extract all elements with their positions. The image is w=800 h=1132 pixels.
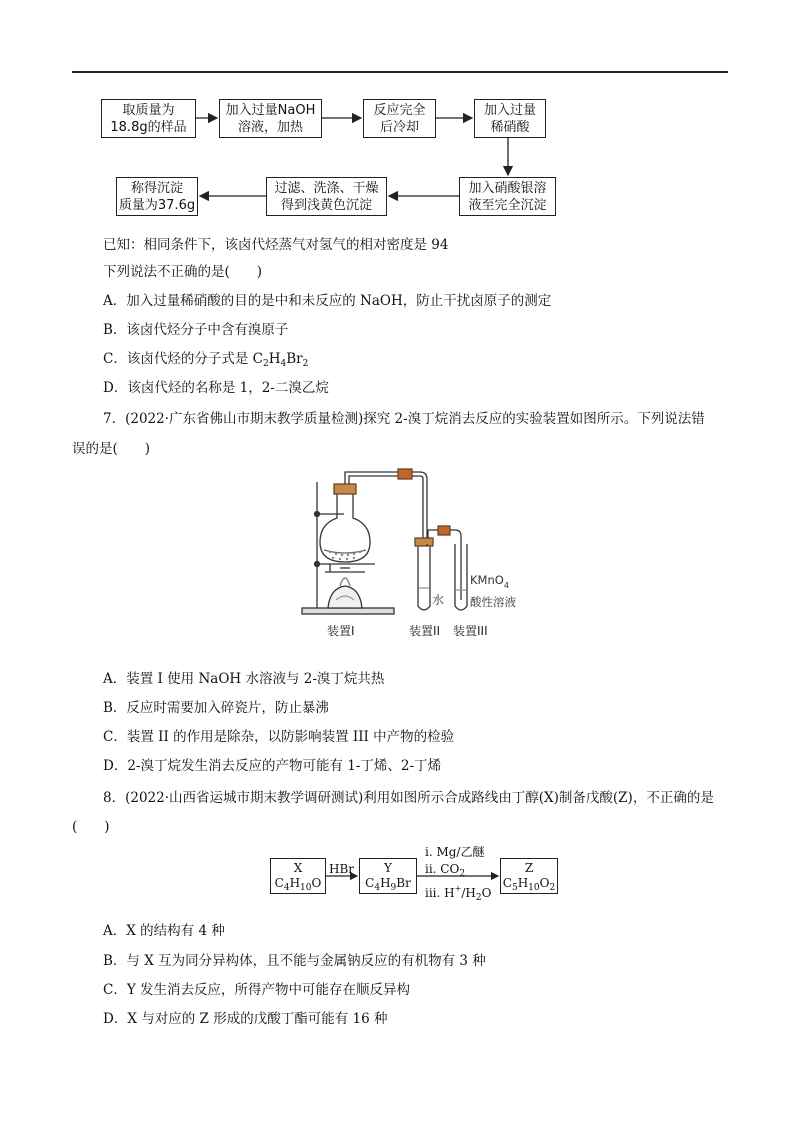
- reagent-hbr: HBr: [329, 862, 355, 876]
- q6-option-b: B．该卤代烃分子中含有溴原子: [103, 322, 289, 338]
- flow-arrows: [0, 0, 800, 230]
- apparatus-I-label: 装置I: [327, 624, 355, 638]
- test-tube-II: [418, 544, 430, 610]
- reagent-step-3: iii. $H^+/H_2O$: [425, 884, 492, 903]
- compound-y-box: Y $C_4H_9Br$: [359, 858, 417, 894]
- q8-option-c: C．Y 发生消去反应，所得产物中可能存在顺反异构: [103, 982, 411, 998]
- route-arrows: [0, 850, 800, 910]
- q7-option-c: C．装置 II 的作用是除杂，以防影响装置 III 中产物的检验: [103, 729, 455, 745]
- flask-stopper: [334, 484, 356, 494]
- stand-base: [302, 608, 394, 614]
- q8-option-d: D．X 与对应的 Z 形成的戊酸丁酯可能有 16 种: [103, 1011, 388, 1027]
- q8-option-b: B．与 X 互为同分异构体，且不能与金属钠反应的有机物有 3 种: [103, 953, 486, 969]
- q6-option-c: C．该卤代烃的分子式是 $C_2H_4Br_2$: [103, 351, 309, 369]
- flow-box-mass: 称得沉淀 质量为37.6g: [116, 177, 198, 216]
- q7-stem-line1: 7．(2022·广东省佛山市期末教学质量检测)探究 2-溴丁烷消去反应的实验装置如图所示。下列说法错: [103, 411, 705, 427]
- flow-box-filter: 过滤、洗涤、干燥 得到浅黄色沉淀: [266, 177, 387, 216]
- flow-box-sample: 取质量为 18.8g的样品: [101, 99, 196, 138]
- alcohol-lamp: [328, 586, 362, 608]
- apparatus-II-label: 装置II: [409, 624, 441, 638]
- flow-box-cool: 反应完全 后冷却: [363, 99, 436, 138]
- compound-z-box: Z $C_5H_{10}O_2$: [500, 858, 558, 894]
- q7-option-a: A．装置 I 使用 NaOH 水溶液与 2-溴丁烷共热: [103, 671, 385, 687]
- formula-x: $C_4H_{10}O$: [274, 876, 322, 893]
- q7-stem-line2: 误的是( ): [72, 441, 151, 457]
- q6-option-d: D．该卤代烃的名称是 1，2-二溴乙烷: [103, 380, 329, 396]
- flow-box-agno3: 加入硝酸银溶 液至完全沉淀: [459, 177, 556, 216]
- q7-option-d: D．2-溴丁烷发生消去反应的产物可能有 1-丁烯、2-丁烯: [103, 758, 442, 774]
- water-label: 水: [432, 593, 445, 607]
- q6-option-a: A．加入过量稀硝酸的目的是中和未反应的 NaOH，防止干扰卤原子的测定: [103, 293, 552, 309]
- reagent-step-1: i. Mg/乙醚: [425, 845, 485, 859]
- q7-option-b: B．反应时需要加入碎瓷片，防止暴沸: [103, 700, 329, 716]
- kmno4-label: KMnO$_4$: [470, 573, 509, 590]
- reagent-step-2: ii. $CO_2$: [425, 862, 466, 879]
- acidic-solution-label: 酸性溶液: [470, 595, 516, 609]
- formula-y: $C_4H_9Br$: [365, 876, 411, 893]
- compound-x-box: X $C_4H_{10}O$: [270, 858, 326, 894]
- formula-z: $C_5H_{10}O_2$: [502, 876, 556, 893]
- delivery-tube-1: [345, 472, 427, 546]
- q6-known: 已知：相同条件下，该卤代烃蒸气对氢气的相对密度是 94: [103, 237, 449, 253]
- flow-box-naoh: 加入过量NaOH 溶液，加热: [219, 99, 322, 138]
- apparatus-diagram: [0, 460, 800, 640]
- q8-stem-line2: ( ): [72, 819, 110, 835]
- q8-option-a: A．X 的结构有 4 种: [103, 923, 225, 939]
- apparatus-III-label: 装置III: [453, 624, 488, 638]
- q6-stem: 下列说法不正确的是( ): [103, 264, 263, 280]
- q8-stem-line1: 8．(2022·山西省运城市期末教学调研测试)利用如图所示合成路线由丁醇(X)制备戊酸(Z)，不正确的是: [103, 790, 714, 806]
- flow-box-hno3: 加入过量 稀硝酸: [474, 99, 546, 138]
